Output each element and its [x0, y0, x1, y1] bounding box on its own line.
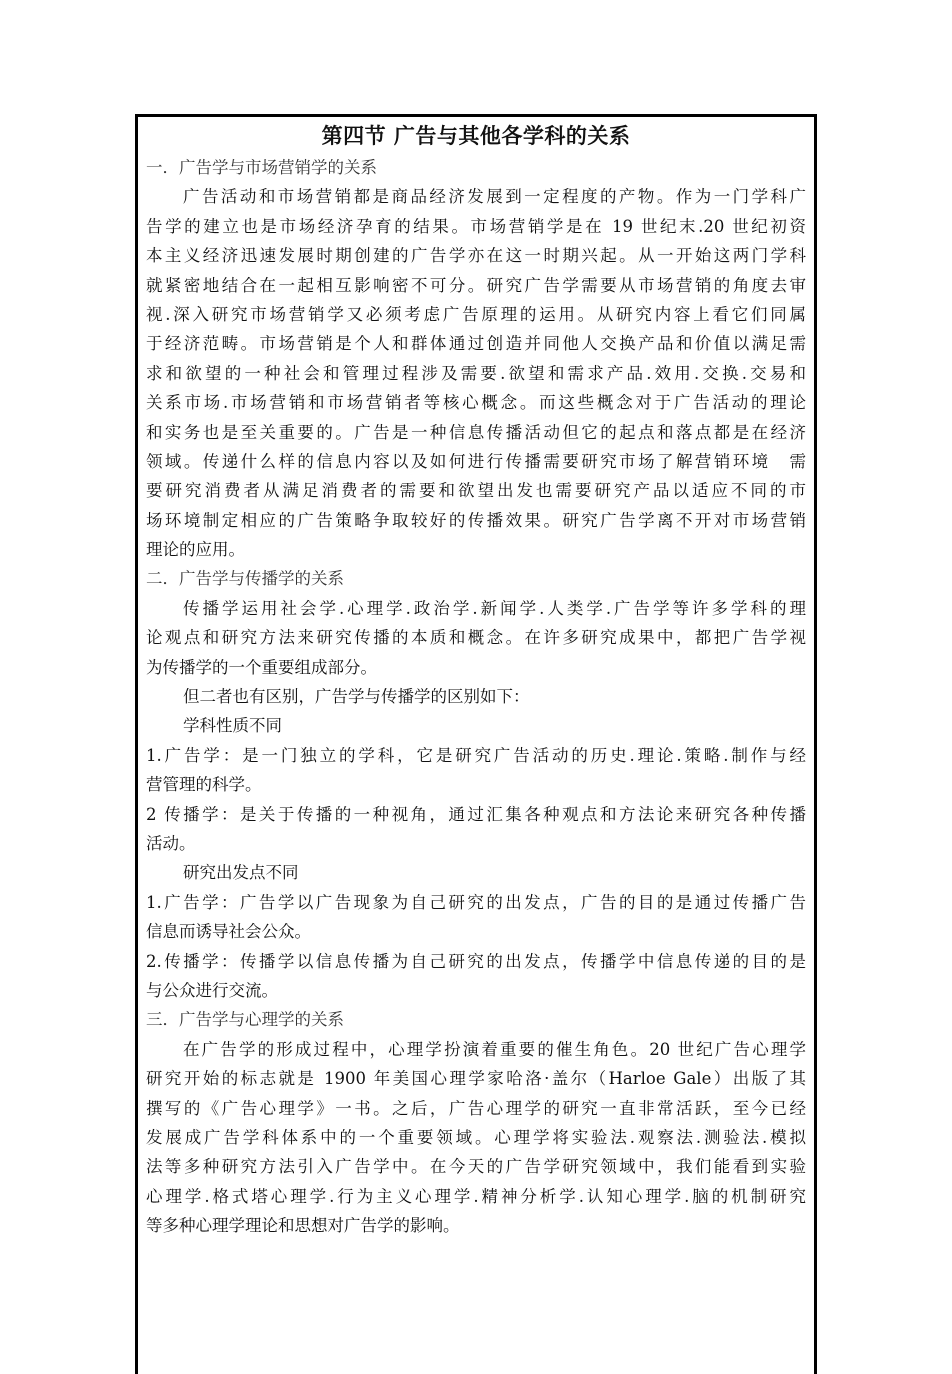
text-line: 论观点和研究方法来研究传播的本质和概念。在许多研究成果中，都把广告学视 — [146, 628, 806, 648]
text-line: 领域。传递什么样的信息内容以及如何进行传播需要研究市场了解营销环境 需 — [146, 451, 806, 471]
document-frame — [135, 114, 817, 1374]
text-line: 视.深入研究市场营销学又必须考虑广告原理的运用。从研究内容上看它们同属 — [146, 304, 806, 324]
text-line: 学科性质不同 — [183, 716, 282, 736]
text-line: 和实务也是至关重要的。广告是一种信息传播活动但它的起点和落点都是在经济 — [146, 422, 806, 442]
text-line: 1.广告学：广告学以广告现象为自己研究的出发点，广告的目的是通过传播广告 — [146, 892, 806, 912]
section-heading: 三．广告学与心理学的关系 — [146, 1010, 344, 1030]
text-line: 就紧密地结合在一起相互影响密不可分。研究广告学需要从市场营销的角度去审 — [146, 275, 806, 295]
text-line: 法等多种研究方法引入广告学中。在今天的广告学研究领域中，我们能看到实验 — [146, 1157, 806, 1177]
text-line: 场环境制定相应的广告策略争取较好的传播效果。研究广告学离不开对市场营销 — [146, 510, 806, 530]
text-line: 信息而诱导社会公众。 — [146, 922, 311, 942]
text-line: 1.广告学：是一门独立的学科，它是研究广告活动的历史.理论.策略.制作与经 — [146, 745, 806, 765]
section-heading: 二．广告学与传播学的关系 — [146, 569, 344, 589]
text-line: 营管理的科学。 — [146, 775, 262, 795]
page-title: 第四节 广告与其他各学科的关系 — [321, 124, 631, 148]
text-line: 与公众进行交流。 — [146, 980, 278, 1000]
text-line: 告学的建立也是市场经济孕育的结果。市场营销学是在 19 世纪末.20 世纪初资 — [146, 216, 806, 236]
text-line: 关系市场.市场营销和市场营销者等核心概念。而这些概念对于广告活动的理论 — [146, 393, 806, 413]
text-line: 2.传播学：传播学以信息传播为自己研究的出发点，传播学中信息传递的目的是 — [146, 951, 806, 971]
text-line: 等多种心理学理论和思想对广告学的影响。 — [146, 1216, 460, 1236]
text-line: 广告活动和市场营销都是商品经济发展到一定程度的产物。作为一门学科广 — [183, 187, 806, 207]
text-line: 撰写的《广告心理学》一书。之后，广告心理学的研究一直非常活跃，至今已经 — [146, 1098, 806, 1118]
text-line: 发展成广告学科体系中的一个重要领域。心理学将实验法.观察法.测验法.模拟 — [146, 1127, 806, 1147]
text-line: 理论的应用。 — [146, 540, 245, 560]
text-line: 活动。 — [146, 833, 196, 853]
text-line: 心理学.格式塔心理学.行为主义心理学.精神分析学.认知心理学.脑的机制研究 — [146, 1186, 806, 1206]
text-line: 要研究消费者从满足消费者的需要和欲望出发也需要研究产品以适应不同的市 — [146, 481, 806, 501]
text-line: 为传播学的一个重要组成部分。 — [146, 657, 377, 677]
text-line: 研究开始的标志就是 1900 年美国心理学家哈洛·盖尔（Harloe Gale）出版了其 — [146, 1069, 806, 1089]
text-line: 2 传播学：是关于传播的一种视角，通过汇集各种观点和方法论来研究各种传播 — [146, 804, 806, 824]
text-line: 求和欲望的一种社会和管理过程涉及需要.欲望和需求产品.效用.交换.交易和 — [146, 363, 806, 383]
document-content — [146, 119, 806, 1240]
body-text — [146, 153, 806, 1240]
text-line: 于经济范畴。市场营销是个人和群体通过创造并同他人交换产品和价值以满足需 — [146, 334, 806, 354]
text-line: 研究出发点不同 — [183, 863, 299, 883]
text-line: 传播学运用社会学.心理学.政治学.新闻学.人类学.广告学等许多学科的理 — [183, 598, 806, 618]
section-heading: 一．广告学与市场营销学的关系 — [146, 158, 377, 177]
text-line: 在广告学的形成过程中，心理学扮演着重要的催生角色。20 世纪广告心理学 — [183, 1039, 806, 1059]
text-line: 但二者也有区别，广告学与传播学的区别如下： — [183, 687, 530, 707]
text-line: 本主义经济迅速发展时期创建的广告学亦在这一时期兴起。从一开始这两门学科 — [146, 246, 806, 266]
